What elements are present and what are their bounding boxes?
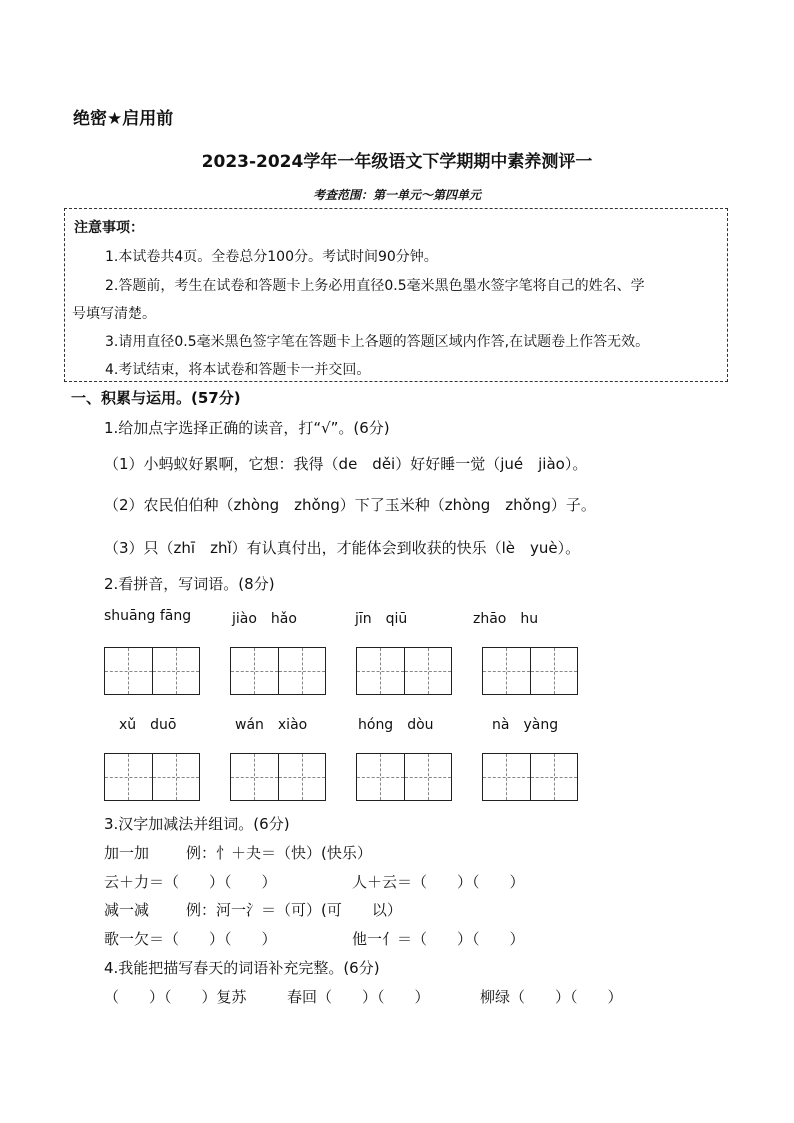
grid-cell[interactable] bbox=[404, 648, 452, 694]
pinyin-label: nà yàng bbox=[492, 717, 559, 733]
grid-cell[interactable] bbox=[278, 754, 326, 800]
grid-cell[interactable] bbox=[105, 648, 152, 694]
pinyin-label: wán xiào bbox=[235, 717, 308, 733]
grid-cell[interactable] bbox=[483, 754, 530, 800]
q3-add-b[interactable]: 人＋云＝（ ）（ ） bbox=[352, 873, 525, 891]
q4-phrase-1[interactable]: （ ）（ ）复苏 bbox=[104, 988, 247, 1006]
q4-phrase-3[interactable]: 柳绿（ ）（ ） bbox=[480, 988, 623, 1006]
grid-cell[interactable] bbox=[152, 754, 200, 800]
pinyin-label: xǔ duō bbox=[119, 717, 177, 733]
q4-prompt: 4.我能把描写春天的词语补充完整。(6分) bbox=[104, 959, 380, 977]
writing-grid[interactable] bbox=[356, 647, 452, 695]
writing-grid[interactable] bbox=[230, 647, 326, 695]
q3-add-a[interactable]: 云＋力＝（ ）（ ） bbox=[104, 873, 277, 891]
pinyin-label: jiào hǎo bbox=[232, 611, 297, 627]
q4-phrase-2[interactable]: 春回（ ）（ ） bbox=[287, 988, 430, 1006]
q1-sentence-3: （3）只（zhī zhǐ）有认真付出，才能体会到收获的快乐（lè yuè）。 bbox=[104, 539, 581, 557]
q3-sub-label: 减一减 bbox=[104, 901, 150, 919]
writing-grid[interactable] bbox=[104, 753, 200, 801]
grid-cell[interactable] bbox=[231, 648, 278, 694]
q1-sentence-2: （2）农民伯伯种（zhòng zhǒng）下了玉米种（zhòng zhǒng）子。 bbox=[104, 496, 596, 514]
grid-cell[interactable] bbox=[404, 754, 452, 800]
pinyin-label: zhāo hu bbox=[473, 611, 539, 627]
writing-grid[interactable] bbox=[482, 753, 578, 801]
q3-add-label: 加一加 bbox=[104, 844, 150, 862]
grid-cell[interactable] bbox=[530, 754, 578, 800]
writing-grid[interactable] bbox=[230, 753, 326, 801]
grid-cell[interactable] bbox=[530, 648, 578, 694]
writing-grid[interactable] bbox=[356, 753, 452, 801]
pinyin-label: shuāng fāng bbox=[104, 608, 192, 624]
grid-cell[interactable] bbox=[483, 648, 530, 694]
grid-cell[interactable] bbox=[152, 648, 200, 694]
q3-add-example: 例：忄＋夬＝（快）(快乐） bbox=[186, 844, 372, 862]
grid-cell[interactable] bbox=[357, 648, 404, 694]
writing-grid[interactable] bbox=[104, 647, 200, 695]
pinyin-label: hóng dòu bbox=[358, 717, 434, 733]
confidential-label: 绝密★启用前 bbox=[73, 109, 174, 129]
notice-item-3: 3.请用直径0.5毫米黑色签字笔在答题卡上各题的答题区域内作答,在试题卷上作答无效。 bbox=[105, 334, 650, 350]
grid-cell[interactable] bbox=[231, 754, 278, 800]
q2-prompt: 2.看拼音，写词语。(8分) bbox=[104, 575, 275, 593]
notice-heading: 注意事项： bbox=[74, 220, 144, 236]
grid-cell[interactable] bbox=[105, 754, 152, 800]
q3-sub-a[interactable]: 歌一欠＝（ ）（ ） bbox=[104, 930, 277, 948]
q1-sentence-1: （1）小蚂蚁好累啊，它想：我得（de děi）好好睡一觉（jué jiào）。 bbox=[104, 455, 588, 473]
q1-prompt: 1.给加点字选择正确的读音，打“√”。(6分) bbox=[104, 419, 390, 437]
notice-item-2-cont: 号填写清楚。 bbox=[72, 306, 156, 322]
q3-prompt: 3.汉字加减法并组词。(6分) bbox=[104, 815, 290, 833]
q3-sub-b[interactable]: 他一亻＝（ ）（ ） bbox=[352, 930, 525, 948]
notice-box bbox=[64, 208, 728, 382]
notice-item-2: 2.答题前，考生在试卷和答题卡上务必用直径0.5毫米黑色墨水签字笔将自己的姓名、学 bbox=[105, 278, 645, 294]
exam-scope: 考查范围：第一单元～第四单元 bbox=[312, 188, 481, 202]
q3-sub-example: 例：河一氵＝（可）(可 以） bbox=[186, 901, 402, 919]
notice-item-1: 1.本试卷共4页。全卷总分100分。考试时间90分钟。 bbox=[105, 249, 438, 265]
pinyin-label: jīn qiū bbox=[355, 611, 408, 627]
grid-cell[interactable] bbox=[357, 754, 404, 800]
section-1-title: 一、积累与运用。(57分) bbox=[71, 389, 241, 407]
grid-cell[interactable] bbox=[278, 648, 326, 694]
notice-item-4: 4.考试结束，将本试卷和答题卡一并交回。 bbox=[105, 362, 371, 378]
writing-grid[interactable] bbox=[482, 647, 578, 695]
exam-title: 2023-2024学年一年级语文下学期期中素养测评一 bbox=[201, 152, 593, 172]
